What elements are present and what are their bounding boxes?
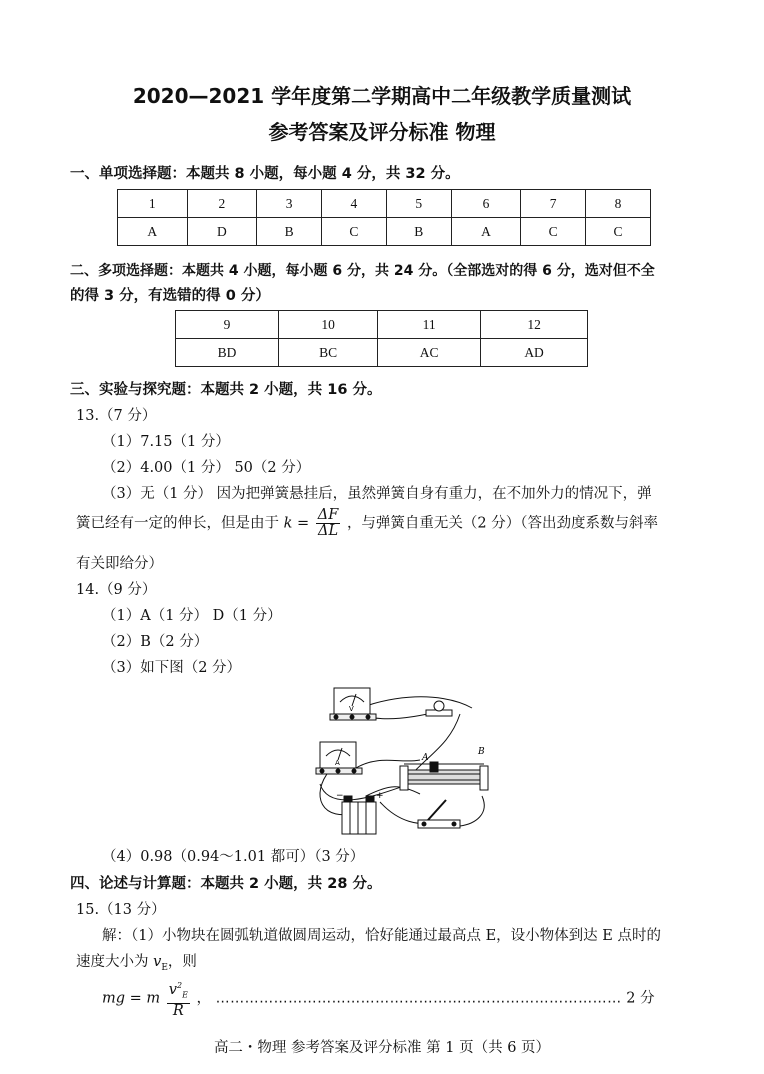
q15-line2: [76, 950, 197, 973]
s2-number: 10: [279, 311, 378, 339]
q15-line2-pre: 速度大小为: [76, 954, 154, 970]
q15-line2-var: v: [153, 954, 162, 970]
s1-number: 5: [386, 190, 451, 218]
s1-answer: C: [521, 218, 586, 246]
eq-num-v: v: [168, 981, 177, 998]
battery-plus-label: +: [376, 791, 384, 801]
eq-denominator: R: [172, 1002, 184, 1019]
section2-answer-table: [175, 310, 588, 367]
wire: [320, 784, 404, 800]
voltmeter-label: V: [349, 705, 354, 713]
s2-number: 11: [378, 311, 481, 339]
wire: [460, 796, 484, 826]
s2-answer: AD: [481, 339, 588, 367]
q15-equation: [102, 978, 692, 1019]
wire: [366, 787, 420, 796]
s1-number: 7: [521, 190, 586, 218]
eq-num-sub: E: [182, 990, 188, 1000]
q14-label: 14.（9 分）: [76, 582, 157, 598]
eq-comma: ，: [196, 990, 212, 1007]
page-subtitle: 参考答案及评分标准 物理: [268, 120, 496, 144]
s1-answer: A: [451, 218, 521, 246]
q13-part3-line3: 有关即给分）: [76, 556, 163, 572]
eq-leader-dots: …………………………………………………………………………: [215, 990, 622, 1007]
section2-heading: 二、多项选择题：本题共 4 小题，每小题 6 分，共 24 分。（全部选对的得 6 分，选对但不全: [70, 263, 655, 279]
s1-number: 1: [118, 190, 188, 218]
section3-heading: 三、实验与探究题：本题共 2 小题，共 16 分。: [70, 382, 382, 398]
eq-fraction: [167, 978, 190, 1019]
q13-part2: （2）4.00（1 分） 50（2 分）: [102, 460, 311, 476]
s1-answer: C: [322, 218, 387, 246]
q14-part4: （4）0.98（0.94～1.01 都可）（3 分）: [102, 849, 365, 865]
q14-part3: （3）如下图（2 分）: [102, 660, 242, 676]
rheostat-label-a: A: [422, 753, 429, 763]
s2-answer: BD: [176, 339, 279, 367]
rheostat-label-b: B: [478, 747, 485, 757]
ammeter: [316, 742, 362, 774]
eq-numerator: [167, 978, 190, 1004]
s1-number: 8: [586, 190, 651, 218]
formula-denominator: ΔL: [318, 523, 339, 539]
battery: [342, 796, 376, 834]
q13-part3-line2: [76, 508, 658, 539]
section1-heading: 一、单项选择题：本题共 8 小题，每小题 4 分，共 32 分。: [70, 166, 460, 182]
s2-number: 9: [176, 311, 279, 339]
q15-line2-sub: E: [161, 962, 168, 973]
voltmeter: [330, 688, 376, 720]
q15-label: 15.（13 分）: [76, 902, 166, 918]
q13-part3-line2-post: ，与弹簧自重无关（2 分）（答出劲度系数与斜率: [346, 515, 659, 532]
q13-label: 13.（7 分）: [76, 408, 157, 424]
s2-answer: AC: [378, 339, 481, 367]
formula-equals: =: [297, 515, 310, 532]
eq-num-sup: 2: [176, 981, 183, 990]
s1-answer: D: [187, 218, 257, 246]
rheostat: [400, 762, 488, 790]
s1-answer: A: [118, 218, 188, 246]
lamp-icon: [426, 701, 452, 716]
s2-answer: BC: [279, 339, 378, 367]
eq-lhs: mg = m: [102, 990, 161, 1007]
battery-minus-label: −: [336, 791, 344, 801]
s1-number: 2: [187, 190, 257, 218]
q15-line1: 解：（1）小物块在圆弧轨道做圆周运动，恰好能通过最高点 E，设小物体到达 E 点时的: [102, 928, 661, 944]
q13-part3-line1: （3）无（1 分） 因为把弹簧悬挂后，虽然弹簧自身有重力，在不加外力的情况下，弹: [102, 486, 652, 502]
q15-line2-post: ，则: [167, 954, 197, 970]
q13-part1: （1）7.15（1 分）: [102, 434, 230, 450]
page-footer: 高二・物理 参考答案及评分标准 第 1 页（共 6 页）: [213, 1040, 551, 1056]
eq-score: 2 分: [626, 990, 655, 1007]
s2-number: 12: [481, 311, 588, 339]
s1-answer: B: [386, 218, 451, 246]
s1-number: 6: [451, 190, 521, 218]
switch: [418, 800, 460, 828]
s1-number: 4: [322, 190, 387, 218]
section2-heading-cont: 的得 3 分，有选错的得 0 分）: [70, 288, 270, 304]
q13-part3-line2-pre: 簧已经有一定的伸长，但是由于: [76, 515, 279, 532]
page-title: 2020—2021 学年度第二学期高中二年级教学质量测试: [132, 84, 632, 108]
formula-fraction: [316, 508, 341, 539]
section4-heading: 四、论述与计算题：本题共 2 小题，共 28 分。: [70, 876, 382, 892]
s1-answer: B: [257, 218, 322, 246]
circuit-diagram: [300, 684, 500, 838]
s1-number: 3: [257, 190, 322, 218]
formula-numerator: ΔF: [317, 507, 339, 523]
q14-part1: （1）A（1 分） D（1 分）: [102, 608, 282, 624]
q14-part2: （2）B（2 分）: [102, 634, 209, 650]
ammeter-label: A: [335, 759, 340, 767]
section1-answer-table: [117, 189, 651, 246]
s1-answer: C: [586, 218, 651, 246]
formula-k: k: [283, 515, 293, 532]
